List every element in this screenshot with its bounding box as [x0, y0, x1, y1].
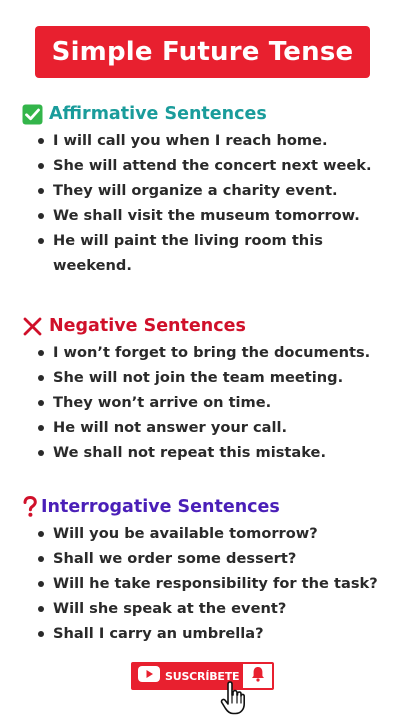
- list-item: I will call you when I reach home.: [36, 128, 397, 153]
- list-item: He will paint the living room this weekend.: [36, 228, 358, 278]
- subscribe-bell-area[interactable]: [243, 664, 272, 688]
- interrogative-heading-row: [22, 495, 397, 519]
- list-item: Will you be available tomorrow?: [36, 521, 397, 546]
- list-item: She will not join the team meeting.: [36, 365, 397, 390]
- question-mark-icon: [22, 496, 38, 518]
- interrogative-heading: Interrogative Sentences: [41, 497, 280, 517]
- subscribe-label: SUSCRÍBETE: [165, 669, 240, 683]
- list-item: We shall visit the museum tomorrow.: [36, 203, 397, 228]
- list-item: Will he take responsibility for the task?: [36, 571, 397, 596]
- interrogative-section: [22, 495, 397, 646]
- play-icon: [138, 666, 160, 686]
- list-item: Shall I carry an umbrella?: [36, 621, 397, 646]
- negative-section: [22, 314, 397, 465]
- affirmative-section: [22, 102, 397, 278]
- list-item: Will she speak at the event?: [36, 596, 397, 621]
- list-item: We shall not repeat this mistake.: [36, 440, 397, 465]
- bell-icon: [251, 666, 265, 686]
- negative-heading: Negative Sentences: [49, 316, 246, 336]
- list-item: I won’t forget to bring the documents.: [36, 340, 397, 365]
- interrogative-list: [22, 521, 397, 646]
- negative-heading-row: [22, 314, 397, 338]
- hand-cursor-icon: [220, 681, 246, 719]
- check-mark-icon: [22, 104, 43, 125]
- title-banner: [35, 26, 370, 78]
- list-item: She will attend the concert next week.: [36, 153, 397, 178]
- affirmative-heading: Affirmative Sentences: [49, 104, 267, 124]
- list-item: They won’t arrive on time.: [36, 390, 397, 415]
- page-title: Simple Future Tense: [51, 37, 354, 67]
- list-item: Shall we order some dessert?: [36, 546, 397, 571]
- affirmative-list: [22, 128, 397, 278]
- negative-list: [22, 340, 397, 465]
- list-item: They will organize a charity event.: [36, 178, 397, 203]
- list-item: He will not answer your call.: [36, 415, 397, 440]
- subscribe-button[interactable]: [131, 662, 274, 690]
- affirmative-heading-row: [22, 102, 397, 126]
- cross-mark-icon: [22, 316, 43, 337]
